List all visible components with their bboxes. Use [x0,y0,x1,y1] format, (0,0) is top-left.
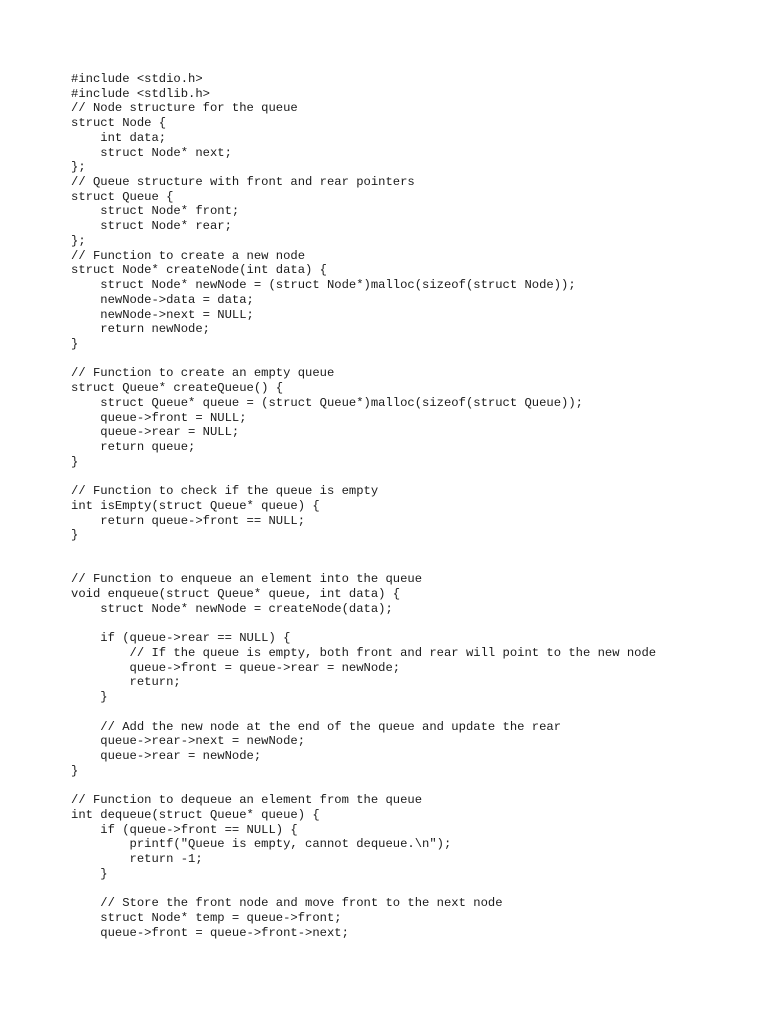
code-line [71,543,656,558]
code-line: } [71,690,108,705]
code-line: // Add the new node at the end of the queue and update the rear [71,719,562,734]
code-line: queue->front = queue->front->next; [71,925,349,940]
code-line: // Queue structure with front and rear pointers [71,175,415,190]
code-line: newNode->data = data; [71,292,254,307]
code-line: void enqueue(struct Queue* queue, int data) { [71,587,401,602]
code-line [71,352,656,367]
code-line: int isEmpty(struct Queue* queue) { [71,498,320,513]
code-line: } [71,336,79,351]
code-line [71,558,656,573]
code-line [71,705,656,720]
code-line: struct Node* front; [71,204,240,219]
code-line: queue->rear = NULL; [71,425,240,440]
code-listing [71,72,656,940]
code-line: struct Node* createNode(int data) { [71,263,327,278]
code-line [71,469,656,484]
code-line: } [71,454,79,469]
code-line: struct Node* next; [71,145,232,160]
code-line: if (queue->front == NULL) { [71,822,298,837]
code-line: return queue->front == NULL; [71,513,306,528]
code-line: struct Node* rear; [71,219,232,234]
code-line: // Function to create a new node [71,248,306,263]
code-line [71,882,656,897]
code-line: queue->front = NULL; [71,410,247,425]
code-line: return newNode; [71,322,210,337]
code-line: }; [71,160,86,175]
code-line: struct Queue* queue = (struct Queue*)malloc(sizeof(struct Queue)); [71,395,583,410]
code-line: // Store the front node and move front to the next node [71,896,503,911]
code-line: struct Node { [71,116,167,131]
code-line: return -1; [71,852,203,867]
code-line: // Function to enqueue an element into the queue [71,572,423,587]
code-line: return; [71,675,181,690]
code-line: queue->rear->next = newNode; [71,734,306,749]
code-line: // Function to create an empty queue [71,366,335,381]
code-line: struct Node* newNode = (struct Node*)malloc(sizeof(struct Node)); [71,278,576,293]
code-line: } [71,763,79,778]
code-line: newNode->next = NULL; [71,307,254,322]
code-line [71,617,656,632]
code-line: struct Node* temp = queue->front; [71,910,342,925]
code-line: return queue; [71,439,196,454]
code-line: struct Queue* createQueue() { [71,381,284,396]
code-line: struct Queue { [71,189,174,204]
code-line: if (queue->rear == NULL) { [71,631,291,646]
code-line [71,779,656,794]
code-line: // If the queue is empty, both front and rear will point to the new node [71,646,657,661]
code-line: queue->rear = newNode; [71,749,262,764]
code-line: }; [71,233,86,248]
code-line: struct Node* newNode = createNode(data); [71,601,393,616]
code-line: queue->front = queue->rear = newNode; [71,660,401,675]
code-line: // Function to check if the queue is empty [71,484,379,499]
code-line: printf("Queue is empty, cannot dequeue.\n"); [71,837,452,852]
code-line: } [71,866,108,881]
code-line: #include <stdlib.h> [71,86,210,101]
code-line: int data; [71,130,167,145]
code-line: } [71,528,79,543]
code-line: // Node structure for the queue [71,101,298,116]
code-line: int dequeue(struct Queue* queue) { [71,807,320,822]
code-line: #include <stdio.h> [71,72,203,86]
code-line: // Function to dequeue an element from the queue [71,793,423,808]
